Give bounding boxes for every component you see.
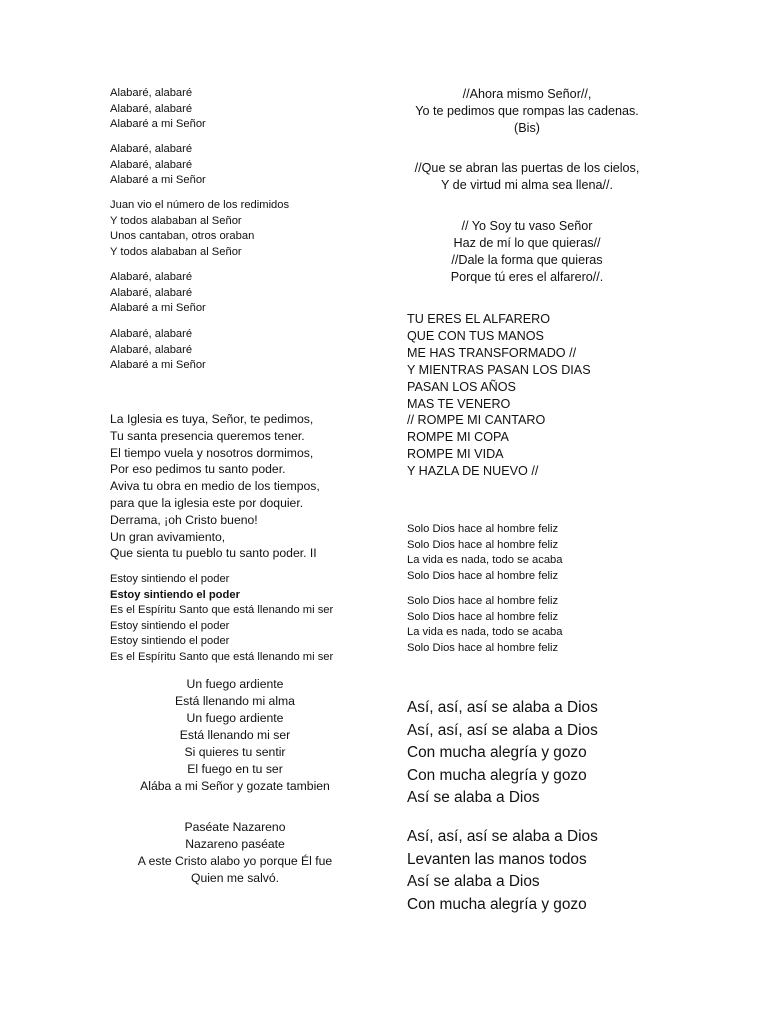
lyric-line: Alabaré, alabaré [110,343,193,356]
lyric-line: Así se alaba a Dios [407,789,540,807]
lyric-line: A este Cristo alabo yo porque Él fue [137,854,333,868]
lyric-line: Alabaré, alabaré [110,102,193,115]
lyric-line: El fuego en tu ser [187,762,283,776]
lyric-line: Alabaré, alabaré [110,328,193,340]
lyric-line: //Dale la forma que quieras [451,252,603,267]
lyric-line: Alabaré, alabaré [110,286,193,299]
lyric-line: QUE CON TUS MANOS [407,328,544,343]
lyric-line: Un fuego ardiente [186,677,284,691]
lyric-line: Alába a mi Señor y gozate tambien [140,779,330,793]
lyric-line: Solo Dios hace al hombre feliz [407,523,559,535]
lyric-line: Así se alaba a Dios [407,873,540,891]
lyric-line: Y todos alababan al Señor [110,245,242,258]
lyric-line: Y MIENTRAS PASAN LOS DIAS [407,362,591,377]
stanza-nazareno [110,819,360,887]
lyric-line: La vida es nada, todo se acaba [407,554,563,567]
lyric-line: Estoy sintiendo el poder [110,573,230,585]
lyric-line: Derrama, ¡oh Cristo bueno! [110,512,258,527]
stanza-alabare-1 [110,86,206,133]
lyric-line: Es el Espíritu Santo que está llenando mi ser [110,604,334,617]
lyric-line: Así, así, así se alaba a Dios [407,699,598,716]
stanza-iglesia [110,411,320,562]
stanza-cielos [407,160,647,194]
lyric-line: Paséate Nazareno [184,820,286,834]
lyric-line: PASAN LOS AÑOS [407,379,516,394]
lyric-line: Unos cantaban, otros oraban [110,230,255,243]
lyric-line: Y HAZLA DE NUEVO // [407,464,539,479]
lyric-line: Alabaré a mi Señor [110,359,206,372]
lyric-line: Juan vio el número de los redimidos [110,199,290,211]
lyric-line: Aviva tu obra en medio de los tiempos, [110,479,320,494]
stanza-asi-se-alaba-1 [407,697,598,810]
stanza-poder [110,572,333,666]
lyric-line: //Ahora mismo Señor//, [462,87,592,101]
lyric-line: Solo Dios hace al hombre feliz [407,610,559,623]
lyric-line: Alabaré, alabaré [110,271,193,283]
stanza-vaso [407,218,647,286]
stanza-feliz-1 [407,522,563,584]
lyric-line-bold: Estoy sintiendo el poder [110,588,240,601]
lyric-line: Está llenando mi ser [179,728,291,742]
lyric-line: // ROMPE MI CANTARO [407,413,546,428]
lyric-line: Con mucha alegría y gozo [407,744,587,762]
lyric-line: ROMPE MI VIDA [407,447,504,462]
stanza-alabare-4 [110,327,206,374]
lyric-line: La vida es nada, todo se acaba [407,626,563,639]
lyric-line: Solo Dios hace al hombre feliz [407,641,559,654]
lyric-line: Yo te pedimos que rompas las cadenas. [415,103,639,118]
lyric-line: Quien me salvó. [190,871,280,885]
stanza-feliz-2 [407,594,563,656]
lyric-line: ME HAS TRANSFORMADO // [407,345,577,360]
lyric-line: Si quieres tu sentir [184,745,286,759]
lyric-line: El tiempo vuela y nosotros dormimos, [110,445,314,460]
lyric-line: Solo Dios hace al hombre feliz [407,595,559,607]
lyric-line: Por eso pedimos tu santo poder. [110,462,286,477]
lyric-line: Y de virtud mi alma sea llena//. [441,177,613,192]
stanza-alfarero [407,311,591,480]
lyric-line: Haz de mí lo que quieras// [453,235,601,250]
lyric-line: Solo Dios hace al hombre feliz [407,538,559,551]
lyric-line: Alabaré a mi Señor [110,174,206,187]
stanza-juan [110,198,289,260]
lyric-line: Levanten las manos todos [407,850,587,868]
lyric-line: para que la iglesia este por doquier. [110,495,304,510]
stanza-alabare-3 [110,270,206,317]
stanza-alabare-2 [110,142,206,189]
stanza-cadenas [407,86,647,137]
lyric-line: Y todos alababan al Señor [110,214,242,227]
lyric-line: TU ERES EL ALFARERO [407,312,551,326]
lyric-line: Así, así, así se alaba a Dios [407,828,598,845]
lyric-line: Nazareno paséate [185,837,285,851]
lyric-line: Solo Dios hace al hombre feliz [407,569,559,582]
lyric-line: ROMPE MI COPA [407,430,509,445]
lyric-line: Así, así, así se alaba a Dios [407,721,598,739]
lyric-line: MAS TE VENERO [407,396,511,411]
lyric-line: Porque tú eres el alfarero//. [450,269,604,284]
lyric-line: Alabaré, alabaré [110,158,193,171]
stanza-asi-se-alaba-2 [407,826,598,916]
lyric-line: Estoy sintiendo el poder [110,619,230,632]
lyric-line: Estoy sintiendo el poder [110,635,230,648]
lyric-line: Un fuego ardiente [186,711,284,725]
lyric-line: Está llenando mi alma [175,694,295,708]
stanza-fuego [110,676,360,795]
lyric-line: Alabaré a mi Señor [110,302,206,315]
lyric-line: Alabaré, alabaré [110,87,193,99]
lyric-line: Con mucha alegría y gozo [407,766,587,784]
lyric-line: Que sienta tu pueblo tu santo poder. II [110,546,317,561]
lyric-line: Con mucha alegría y gozo [407,895,587,913]
lyric-line: // Yo Soy tu vaso Señor [461,219,593,233]
lyric-line: //Que se abran las puertas de los cielos, [414,161,640,175]
lyric-line: Alabaré a mi Señor [110,118,206,131]
lyric-line: La Iglesia es tuya, Señor, te pedimos, [110,412,314,426]
lyric-line: (Bis) [514,120,540,135]
lyric-line: Tu santa presencia queremos tener. [110,428,305,443]
lyric-line: Es el Espíritu Santo que está llenando mi ser [110,650,334,663]
lyric-line: Alabaré, alabaré [110,143,193,155]
lyric-line: Un gran avivamiento, [110,529,226,544]
